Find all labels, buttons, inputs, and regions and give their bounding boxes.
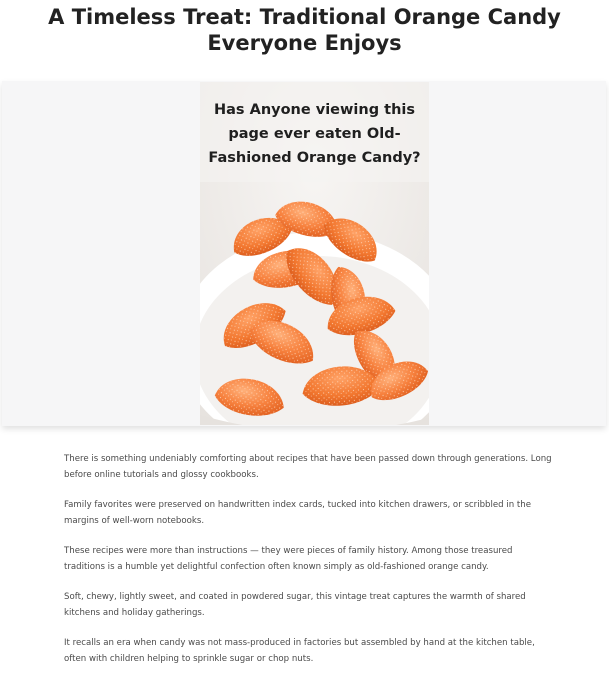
article-body	[64, 451, 554, 681]
paragraph: It recalls an era when candy was not mass-produced in factories but assembled by hand at the kitchen table, often with children helping to sprinkle sugar or chop nuts.	[64, 638, 535, 664]
paragraph: Soft, chewy, lightly sweet, and coated in powdered sugar, this vintage treat captures the warmth of shared kitchens and holiday gatherings.	[64, 592, 526, 618]
hero-caption: Has Anyone viewing this page ever eaten Old-Fashioned Orange Candy?	[208, 102, 421, 166]
hero-image[interactable]	[200, 82, 429, 425]
paragraph: Family favorites were preserved on handwritten index cards, tucked into kitchen drawers, or scribbled in the margins of well-worn notebooks.	[64, 500, 532, 526]
paragraph: These recipes were more than instructions — they were pieces of family history. Among those treasured traditions is a humble yet delightful confection often known simply as old-fashioned orange candy.	[64, 546, 513, 572]
article-title: A Timeless Treat: Traditional Orange Candy Everyone Enjoys	[48, 5, 561, 55]
paragraph: There is something undeniably comforting about recipes that have been passed down through generations. Long before online tutorials and glossy cookbooks.	[64, 454, 552, 480]
